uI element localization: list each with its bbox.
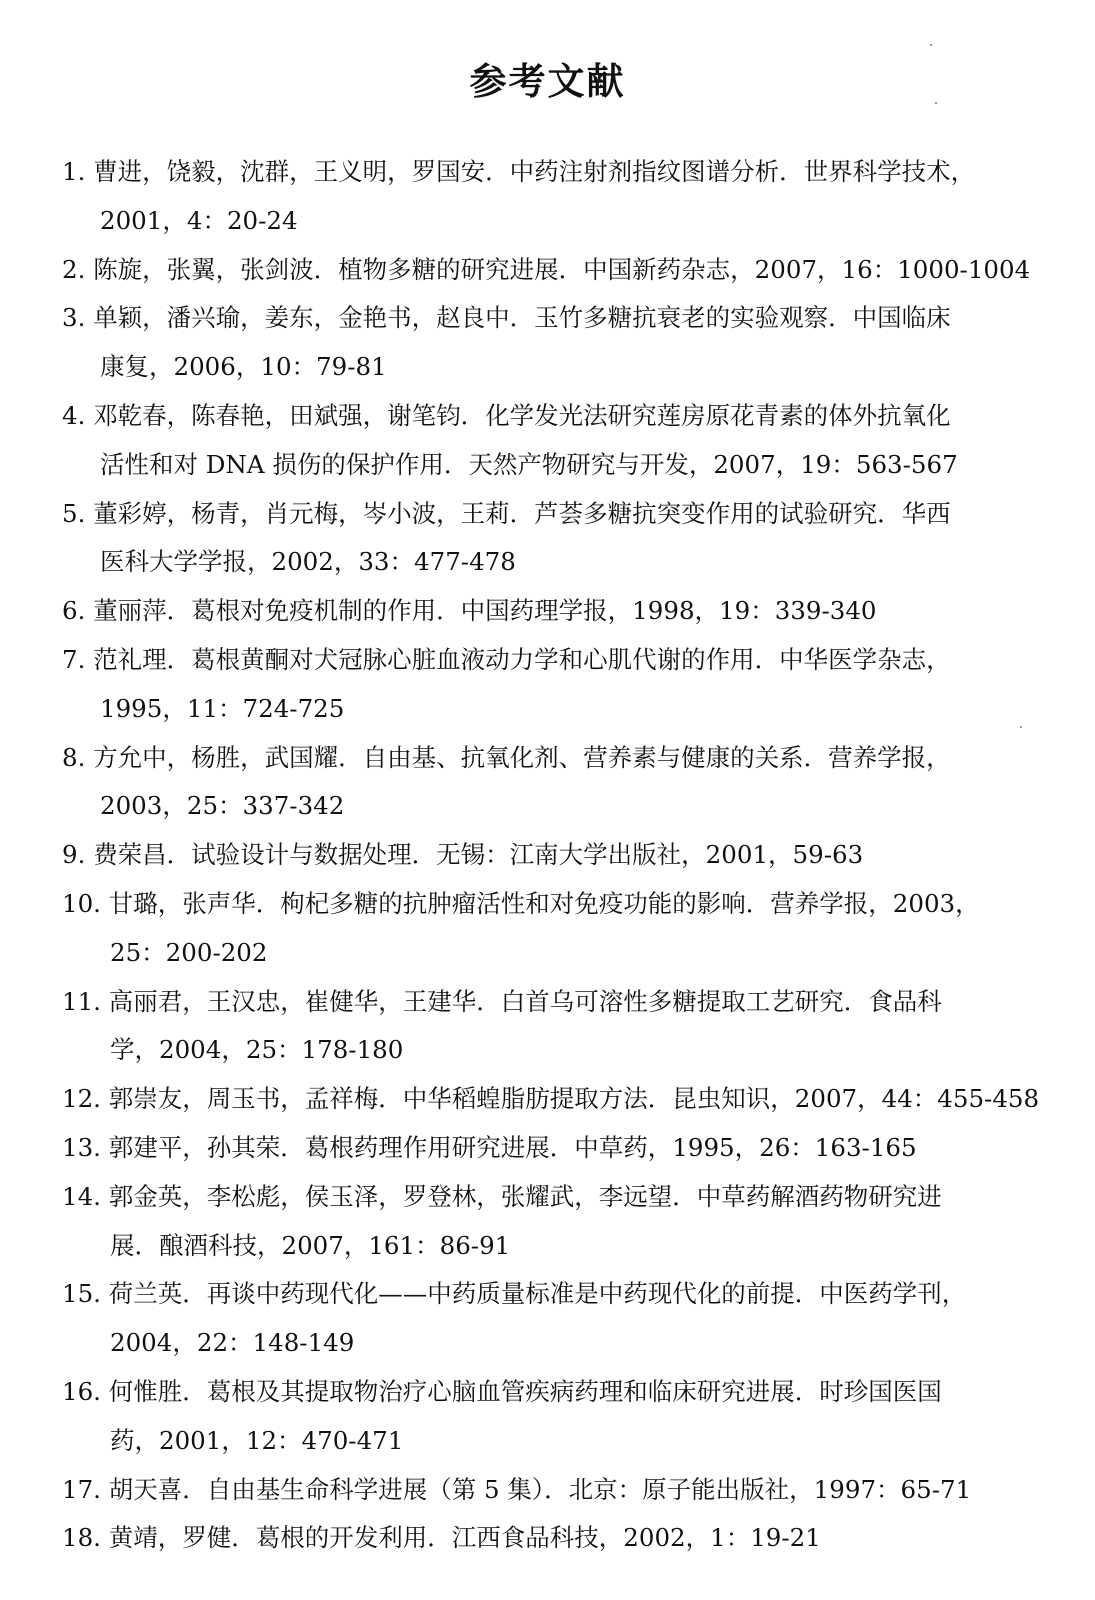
reference-text: 邓乾春，陈春艳，田斌强，谢笔钧．化学发光法研究莲房原花青素的体外抗氧化 — [93, 400, 951, 430]
reference-number: 15. — [62, 1279, 101, 1309]
reference-continuation: 2003，25：337-342 — [100, 791, 345, 821]
reference-item-11 — [0, 978, 1095, 1076]
reference-number: 8. — [62, 742, 86, 772]
reference-number: 7. — [62, 644, 86, 674]
reference-item-6 — [0, 587, 1095, 636]
reference-text: 甘璐，张声华．枸杞多糖的抗肿瘤活性和对免疫功能的影响．营养学报，2003， — [108, 888, 980, 918]
reference-item-12 — [0, 1075, 1095, 1124]
reference-text: 董丽萍．葛根对免疫机制的作用．中国药理学报，1998，19：339-340 — [93, 596, 877, 626]
reference-text: 方允中，杨胜，武国耀．自由基、抗氧化剂、营养素与健康的关系．营养学报， — [93, 742, 951, 772]
reference-text: 范礼理．葛根黄酮对犬冠脉心脏血液动力学和心肌代谢的作用．中华医学杂志， — [93, 644, 951, 674]
reference-number: 16. — [62, 1376, 101, 1406]
reference-item-9 — [0, 831, 1095, 880]
scan-speck — [1020, 726, 1022, 728]
reference-continuation: 活性和对 DNA 损伤的保护作用．天然产物研究与开发，2007，19：563-567 — [100, 449, 958, 479]
reference-number: 10. — [62, 888, 101, 918]
reference-text: 何惟胜．葛根及其提取物治疗心脑血管疾病药理和临床研究进展．时珍国医国 — [108, 1376, 942, 1406]
reference-item-14 — [0, 1173, 1095, 1271]
reference-continuation: 1995，11：724-725 — [100, 693, 345, 723]
reference-item-2 — [0, 246, 1095, 295]
reference-text: 胡天喜．自由基生命科学进展（第 5 集）．北京：原子能出版社，1997：65-71 — [108, 1474, 972, 1504]
reference-text: 陈旋，张翼，张剑波．植物多糖的研究进展．中国新药杂志，2007，16：1000-1004 — [93, 254, 1031, 284]
reference-item-5 — [0, 490, 1095, 588]
reference-item-17 — [0, 1466, 1095, 1515]
reference-continuation: 展．酿酒科技，2007，161：86-91 — [110, 1230, 511, 1260]
reference-text: 董彩婷，杨青，肖元梅，岑小波，王莉．芦荟多糖抗突变作用的试验研究．华西 — [93, 498, 951, 528]
reference-item-3 — [0, 294, 1095, 392]
reference-item-18 — [0, 1514, 1095, 1563]
reference-text: 郭崇友，周玉书，孟祥梅．中华稻蝗脂肪提取方法．昆虫知识，2007，44：455-458 — [108, 1084, 1040, 1114]
reference-item-4 — [0, 392, 1095, 490]
reference-number: 3. — [62, 303, 86, 333]
reference-continuation: 康复，2006，10：79-81 — [100, 352, 387, 382]
reference-number: 1. — [62, 157, 86, 186]
reference-number: 5. — [62, 498, 86, 528]
page-title: 参考文献 — [469, 60, 626, 103]
reference-number: 12. — [62, 1084, 101, 1114]
reference-text: 黄靖，罗健．葛根的开发利用．江西食品科技，2002，1：19-21 — [108, 1523, 821, 1553]
reference-number: 9. — [62, 840, 86, 870]
reference-text: 费荣昌．试验设计与数据处理．无锡：江南大学出版社，2001，59-63 — [93, 840, 864, 870]
reference-item-8 — [0, 734, 1095, 832]
reference-number: 2. — [62, 254, 86, 284]
reference-item-15 — [0, 1270, 1095, 1368]
reference-list — [0, 148, 1095, 1563]
reference-item-13 — [0, 1124, 1095, 1173]
reference-item-10 — [0, 880, 1095, 978]
reference-item-16 — [0, 1368, 1095, 1466]
reference-continuation: 医科大学学报，2002，33：477-478 — [100, 547, 516, 577]
reference-text: 曹进，饶毅，沈群，王义明，罗国安．中药注射剂指纹图谱分析．世界科学技术， — [93, 157, 976, 186]
reference-text: 郭建平，孙其荣．葛根药理作用研究进展．中草药，1995，26：163-165 — [108, 1132, 917, 1162]
reference-text: 郭金英，李松彪，侯玉泽，罗登林，张耀武，李远望．中草药解酒药物研究进 — [108, 1181, 942, 1211]
reference-number: 6. — [62, 596, 86, 626]
scan-speck — [930, 44, 932, 46]
reference-number: 4. — [62, 400, 86, 430]
reference-item-7 — [0, 636, 1095, 734]
reference-text: 高丽君，王汉忠，崔健华，王建华．白首乌可溶性多糖提取工艺研究．食品科 — [108, 986, 942, 1016]
reference-item-1 — [0, 148, 1095, 246]
reference-number: 14. — [62, 1181, 101, 1211]
reference-number: 13. — [62, 1132, 101, 1162]
reference-continuation: 2004，22：148-149 — [110, 1328, 355, 1358]
reference-number: 18. — [62, 1523, 101, 1553]
reference-continuation: 药，2001，12：470-471 — [110, 1425, 404, 1455]
reference-continuation: 25：200-202 — [110, 937, 268, 967]
reference-number: 11. — [62, 986, 101, 1016]
reference-continuation: 2001，4：20-24 — [100, 205, 298, 235]
reference-number: 17. — [62, 1474, 101, 1504]
scan-speck — [935, 102, 937, 104]
reference-continuation: 学，2004，25：178-180 — [110, 1035, 404, 1065]
reference-text: 荷兰英．再谈中药现代化——中药质量标准是中药现代化的前提．中医药学刊， — [108, 1279, 967, 1309]
reference-text: 单颖，潘兴瑜，姜东，金艳书，赵良中．玉竹多糖抗衰老的实验观察．中国临床 — [93, 303, 951, 333]
